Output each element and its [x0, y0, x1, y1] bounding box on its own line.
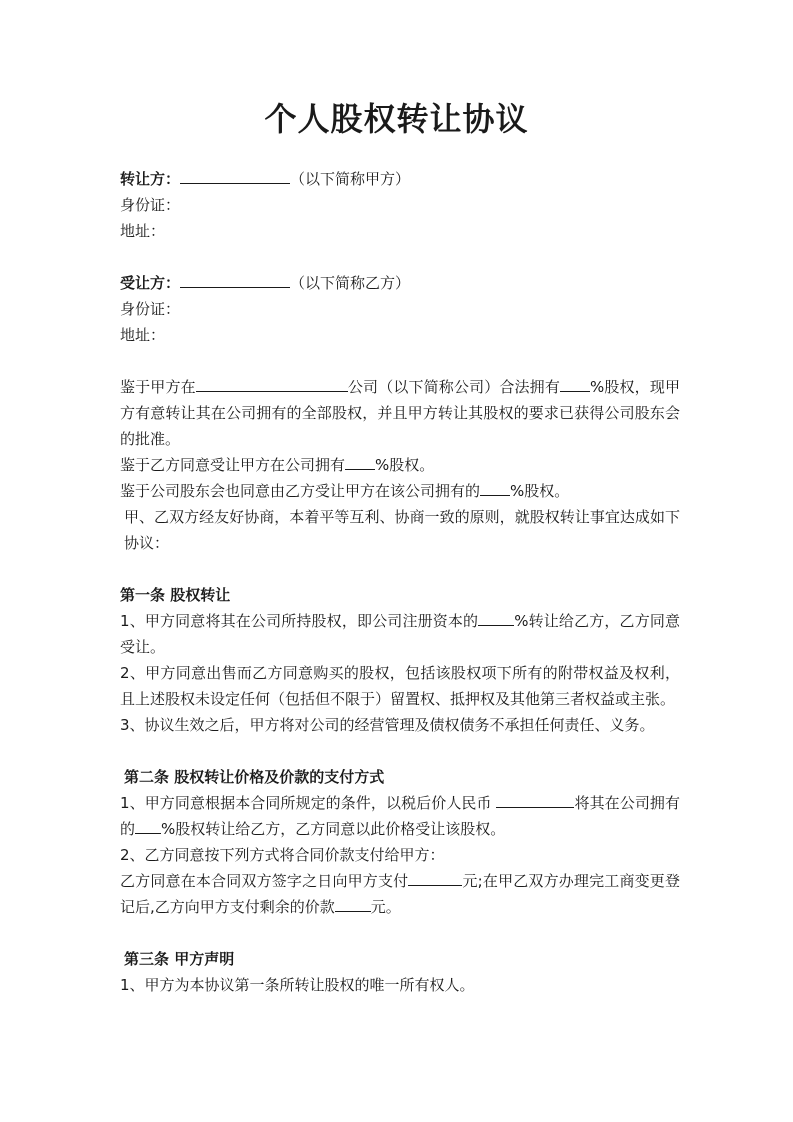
- remaining-payment-blank: [335, 894, 371, 912]
- preamble-text: %股权，现甲方有意转让其在公司拥有的全部股权，并且甲方转让其股权的要求已获得公司股东会的批准。: [120, 378, 680, 448]
- article-text: %股权转让给乙方，乙方同意以此价格受让该股权。: [161, 820, 506, 838]
- preamble-text: 鉴于公司股东会也同意由乙方受让甲方在该公司拥有的: [120, 482, 481, 500]
- article-text: 1、甲方同意将其在公司所持股权，即公司注册资本的: [120, 612, 479, 630]
- preamble-text: 公司（以下简称公司）合法拥有: [347, 378, 560, 396]
- transferee-line: [120, 270, 680, 296]
- percent-blank: [478, 608, 514, 626]
- article-1-item-1: [120, 608, 680, 660]
- article-3-item-1: 1、甲方为本协议第一条所转让股权的唯一所有权人。: [120, 976, 475, 994]
- transferor-suffix: （以下简称甲方）: [290, 170, 411, 188]
- percent-blank: [480, 478, 510, 496]
- preamble-text: %股权。: [510, 482, 570, 500]
- page-title: 个人股权转让协议: [264, 100, 529, 138]
- article-2-item-2: 2、乙方同意按下列方式将合同价款支付给甲方：: [120, 846, 445, 864]
- percent-blank: [560, 374, 590, 392]
- preamble-paragraph-3: [120, 478, 680, 504]
- company-name-blank: [196, 374, 348, 392]
- document-body: [120, 166, 680, 998]
- article-3-heading: 第三条 甲方声明: [124, 950, 235, 968]
- preamble-paragraph-1: [120, 374, 680, 452]
- preamble-text: 鉴于甲方在: [120, 378, 196, 396]
- article-2-item-3: [120, 868, 680, 920]
- preamble-text: 鉴于乙方同意受让甲方在公司拥有: [120, 456, 346, 474]
- spacer: [120, 556, 680, 582]
- preamble-paragraph-2: [120, 452, 680, 478]
- transferor-address-label: 地址：: [120, 222, 166, 240]
- article-2-item-1: [120, 790, 680, 842]
- transferee-label: 受让方：: [120, 274, 181, 292]
- transferee-suffix: （以下简称乙方）: [290, 274, 411, 292]
- article-1-heading: 第一条 股权转让: [120, 586, 231, 604]
- article-text: 元。: [370, 898, 401, 916]
- price-blank: [496, 790, 574, 808]
- transferee-name-blank: [180, 270, 290, 288]
- spacer: [120, 244, 680, 270]
- article-1-item-3: 3、协议生效之后，甲方将对公司的经营管理及债权债务不承担任何责任、义务。: [120, 716, 655, 734]
- article-text: 元;在甲乙双方办理完工商变更登记后,乙方向甲方支付剩余的价款: [120, 872, 680, 916]
- spacer: [120, 738, 680, 764]
- transferee-id-label: 身份证：: [120, 300, 181, 318]
- article-text: 将其在公司拥有的: [120, 794, 680, 838]
- spacer: [120, 348, 680, 374]
- article-1-item-2: 2、甲方同意出售而乙方同意购买的股权，包括该股权项下所有的附带权益及权利，且上述股权未设定任何（包括但不限于）留置权、抵押权及其他第三者权益或主张。: [120, 664, 680, 708]
- spacer: [120, 920, 680, 946]
- transferor-label: 转让方：: [120, 170, 181, 188]
- article-text: 1、甲方同意根据本合同所规定的条件，以税后价人民币: [120, 794, 497, 812]
- transferee-address-label: 地址：: [120, 326, 166, 344]
- transferor-name-blank: [180, 166, 290, 184]
- transferor-id-label: 身份证：: [120, 196, 181, 214]
- percent-blank: [135, 816, 161, 834]
- article-text: 乙方同意在本合同双方签字之日向甲方支付: [120, 872, 409, 890]
- percent-blank: [345, 452, 375, 470]
- preamble-text: %股权。: [375, 456, 435, 474]
- article-text: %转让给乙方，乙方同意受让。: [120, 612, 680, 656]
- preamble-paragraph-4: 甲、乙双方经友好协商，本着平等互利、协商一致的原则，就股权转让事宜达成如下协议：: [124, 508, 680, 552]
- payment-blank: [408, 868, 462, 886]
- transferor-line: [120, 166, 680, 192]
- article-2-heading: 第二条 股权转让价格及价款的支付方式: [124, 768, 385, 786]
